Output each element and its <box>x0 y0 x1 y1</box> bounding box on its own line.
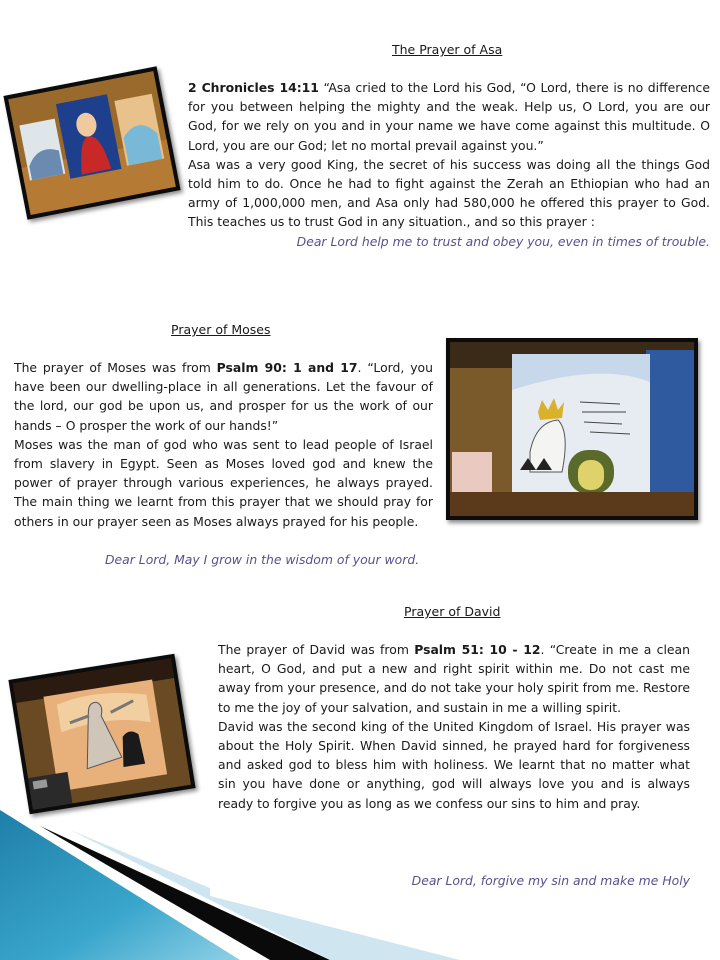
david-intro: The prayer of David was from <box>218 642 415 657</box>
moses-text <box>14 358 433 531</box>
asa-quote: “Asa cried to the Lord his God, “O Lord, there is no difference for you between helping the mighty and the weak. Help us, O Lord, you are our God, for we rely on you and in your name we have come against this multitude. O Lord, you are our God; let no mortal prevail against you.” <box>188 80 710 153</box>
moses-photo <box>446 338 698 520</box>
david-quote: . “Create in me a clean heart, O God, and put a new and right spirit within me. Do not cast me away from your presence, and do not take your holy spirit from me. Restore to me the joy of your salvation, and sustain in me a willing spirit. <box>218 642 691 715</box>
corner-decoration <box>0 800 720 960</box>
david-reference: Psalm 51: 10 - 12 <box>414 642 541 657</box>
asa-title: The Prayer of Asa <box>392 42 503 57</box>
david-prayer: Dear Lord, forgive my sin and make me Holy <box>411 873 690 888</box>
moses-reference: Psalm 90: 1 and 17 <box>216 360 358 375</box>
asa-prayer: Dear Lord help me to trust and obey you, even in times of trouble. <box>296 234 710 249</box>
asa-body: Asa was a very good King, the secret of his success was doing all the things God told him to do. Once he had to fight against the Zerah an Ethiopian who had an army of 1,000,000 men, and Asa only had 580,000 he offered this prayer to God. This teaches us to trust God in any situation., and so this prayer : <box>188 156 710 230</box>
moses-body: Moses was the man of god who was sent to lead people of Israel from slavery in Egypt. Seen as Moses loved god and knew the power of prayer through various experiences, he always prayed. The main thing we learnt from this prayer that we should pray for others in our prayer seen as Moses always prayed for his people. <box>14 436 433 529</box>
david-body: David was the second king of the United Kingdom of Israel. His prayer was about the Holy Spirit. When David sinned, he prayed hard for forgiveness and asked god to bless him with holiness. We learnt that no matter what sin you have done or anything, god will always love you and is always ready to forgive you as long as we confess our sins to him and pray. <box>218 718 690 811</box>
asa-reference: 2 Chronicles 14:11 <box>188 80 319 95</box>
moses-prayer: Dear Lord, May I grow in the wisdom of your word. <box>105 552 420 567</box>
moses-quote: . “Lord, you have been our dwelling-place in all generations. Let the favour of the lord, our god be upon us, and prosper for us the work of our hands – O prosper the work of our hands!” <box>14 360 433 433</box>
moses-intro: The prayer of Moses was from <box>14 360 217 375</box>
david-title: Prayer of David <box>404 604 501 619</box>
moses-title: Prayer of Moses <box>171 322 271 337</box>
david-photo <box>8 654 195 815</box>
david-text <box>218 640 690 813</box>
asa-text <box>188 78 710 232</box>
asa-photo <box>3 66 180 219</box>
